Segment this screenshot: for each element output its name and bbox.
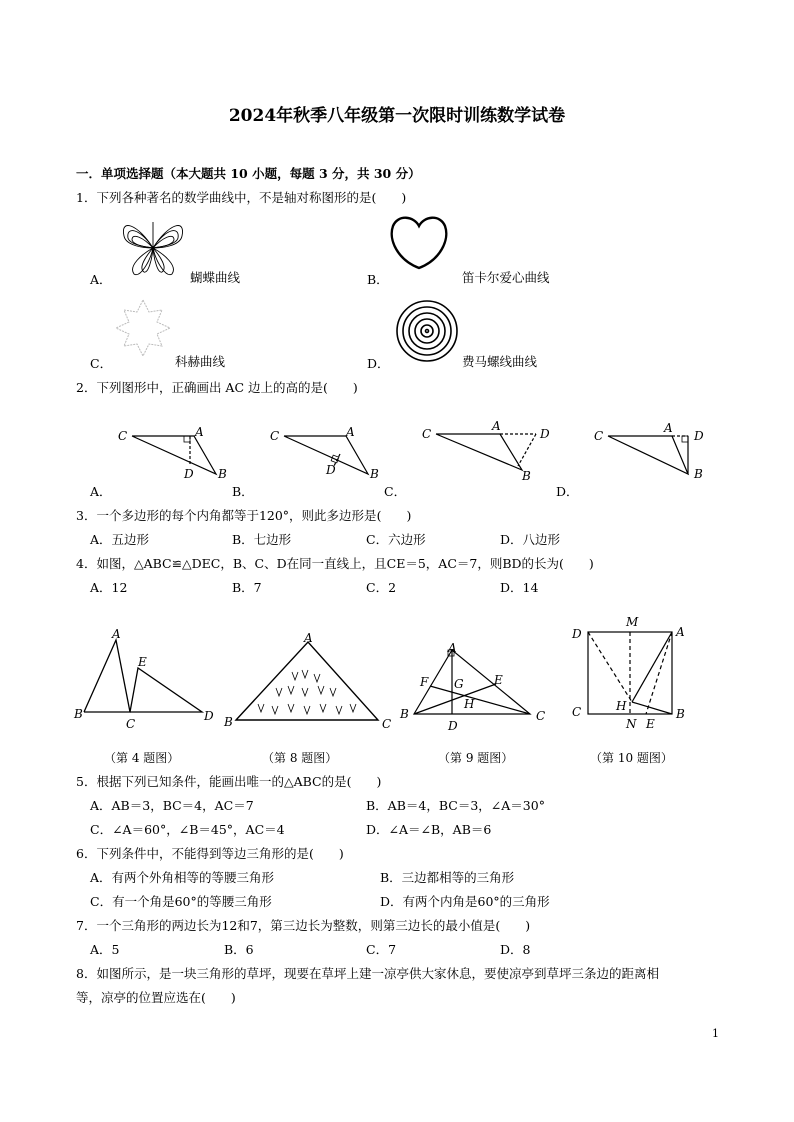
q1-option-d-label: D． <box>367 356 390 371</box>
label-c: C <box>118 429 128 443</box>
q3-option-a: A．五边形 <box>90 532 150 547</box>
fermat-spiral-figure <box>394 298 460 364</box>
label-n: N <box>626 717 637 731</box>
q6-option-d: D．有两个内角是60°的三角形 <box>380 894 550 909</box>
q5-option-d: D．∠A＝∠B，AB＝6 <box>366 822 492 837</box>
label-c: C <box>594 429 604 443</box>
label-b: B <box>370 467 379 481</box>
q2-option-b: B． <box>232 484 254 499</box>
label-d: D <box>694 429 704 443</box>
q6-stem: 6．下列条件中，不能得到等边三角形的是( ) <box>76 846 344 861</box>
q2-figure-b <box>268 418 388 486</box>
label-b: B <box>522 469 531 483</box>
q6-option-a: A．有两个外角相等的等腰三角形 <box>90 870 275 885</box>
q6-option-c: C．有一个角是60°的等腰三角形 <box>90 894 272 909</box>
q4-stem: 4．如图，△ABC≌△DEC，B、C、D在同一直线上，且CE＝5，AC＝7，则BD的长为( ) <box>76 556 594 571</box>
label-b: B <box>218 467 227 481</box>
label-d: D <box>204 709 214 723</box>
fig10-caption: （第 10 题图） <box>590 751 673 765</box>
label-f: F <box>420 675 429 689</box>
label-c: C <box>422 427 432 441</box>
label-a: A <box>676 625 685 639</box>
q1-option-c-name: 科赫曲线 <box>175 354 226 369</box>
q5-option-c: C．∠A＝60°，∠B＝45°，AC＝4 <box>90 822 285 837</box>
q5-stem: 5．根据下列已知条件，能画出唯一的△ABC的是( ) <box>76 774 382 789</box>
q7-option-a: A．5 <box>90 942 120 957</box>
q1-option-a-name: 蝴蝶曲线 <box>190 270 241 285</box>
label-m: M <box>626 615 639 629</box>
label-d: D <box>184 467 194 481</box>
label-h: H <box>464 697 475 711</box>
page-number: 1 <box>712 1027 719 1040</box>
label-a: A <box>346 425 355 439</box>
q1-stem: 1．下列各种著名的数学曲线中，不是轴对称图形的是( ) <box>76 190 407 205</box>
label-b: B <box>224 715 233 729</box>
q2-figure-d <box>590 418 720 486</box>
label-e: E <box>138 655 147 669</box>
label-a: A <box>448 641 457 655</box>
label-b: B <box>400 707 409 721</box>
page-title: 2024年秋季八年级第一次限时训练数学试卷 <box>228 106 566 126</box>
q4-option-c: C．2 <box>366 580 397 595</box>
q1-option-b-label: B． <box>367 272 389 287</box>
q7-option-d: D．8 <box>500 942 531 957</box>
label-a: A <box>195 425 204 439</box>
label-d: D <box>572 627 582 641</box>
q2-option-a: A． <box>90 484 112 499</box>
label-a: A <box>492 419 501 433</box>
label-c: C <box>572 705 582 719</box>
q2-figure-a <box>112 418 242 486</box>
label-e: E <box>494 673 503 687</box>
label-c: C <box>382 717 392 731</box>
label-g: G <box>454 677 464 691</box>
q1-option-a-label: A． <box>90 272 112 287</box>
q2-stem: 2．下列图形中，正确画出 AC 边上的高的是( ) <box>76 380 358 395</box>
cardioid-heart-figure <box>388 212 450 272</box>
q7-stem: 7．一个三角形的两边长为12和7，第三边长为整数，则第三边长的最小值是( ) <box>76 918 531 933</box>
koch-snowflake-figure <box>112 298 174 358</box>
butterfly-curve-figure <box>118 214 188 282</box>
fig-q10 <box>566 612 696 736</box>
q8-stem-line2: 等，凉亭的位置应选在( ) <box>76 990 236 1005</box>
label-a: A <box>304 631 313 645</box>
fig4-caption: （第 4 题图） <box>104 751 180 765</box>
q3-stem: 3．一个多边形的每个内角都等于120°，则此多边形是( ) <box>76 508 412 523</box>
q2-option-d: D． <box>556 484 579 499</box>
q7-option-c: C．7 <box>366 942 397 957</box>
q4-option-d: D．14 <box>500 580 539 595</box>
label-a: A <box>112 627 121 641</box>
fig-q4 <box>72 624 222 734</box>
q7-option-b: B．6 <box>224 942 254 957</box>
q2-figure-c <box>418 418 558 486</box>
fig-q8-grass <box>222 630 394 734</box>
label-e: E <box>646 717 655 731</box>
label-a: A <box>664 421 673 435</box>
section-header: 一．单项选择题（本大题共 10 小题，每题 3 分，共 30 分） <box>76 166 421 181</box>
label-h: H <box>616 699 627 713</box>
fig9-caption: （第 9 题图） <box>438 751 514 765</box>
label-d: D <box>448 719 458 733</box>
fig-q9 <box>396 640 552 736</box>
q5-option-b: B．AB＝4，BC＝3，∠A＝30° <box>366 798 545 813</box>
label-b: B <box>694 467 703 481</box>
q1-option-c-label: C． <box>90 356 113 371</box>
label-c: C <box>536 709 546 723</box>
label-c: C <box>270 429 280 443</box>
label-b: B <box>74 707 83 721</box>
q3-option-b: B．七边形 <box>232 532 292 547</box>
q4-option-a: A．12 <box>90 580 128 595</box>
q5-option-a: A．AB＝3，BC＝4，AC＝7 <box>90 798 254 813</box>
label-d: D <box>540 427 550 441</box>
label-d: D <box>326 463 336 477</box>
label-c: C <box>126 717 136 731</box>
fig8-caption: （第 8 题图） <box>262 751 338 765</box>
q6-option-b: B．三边都相等的三角形 <box>380 870 515 885</box>
q3-option-d: D．八边形 <box>500 532 561 547</box>
label-b: B <box>676 707 685 721</box>
q1-option-d-name: 费马螺线曲线 <box>462 354 538 369</box>
q3-option-c: C．六边形 <box>366 532 426 547</box>
q2-option-c: C． <box>384 484 407 499</box>
q8-stem-line1: 8．如图所示，是一块三角形的草坪，现要在草坪上建一凉亭供大家休息，要使凉亭到草坪三条边的距离相 <box>76 966 659 981</box>
q4-option-b: B．7 <box>232 580 262 595</box>
q1-option-b-name: 笛卡尔爱心曲线 <box>462 270 550 285</box>
